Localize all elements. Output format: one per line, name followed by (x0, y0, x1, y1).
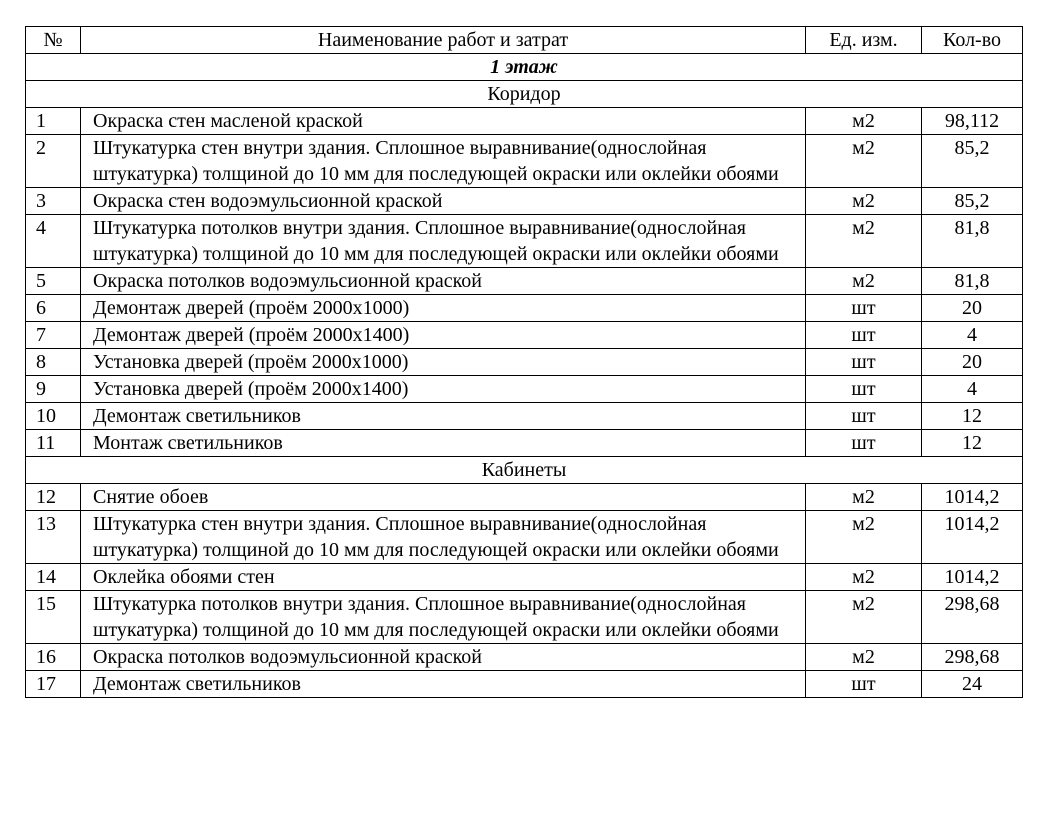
row-unit: шт (806, 349, 922, 376)
table-row (26, 135, 1023, 188)
row-unit: м2 (806, 511, 922, 564)
table-row (26, 108, 1023, 135)
row-quantity: 20 (922, 295, 1023, 322)
row-number: 4 (26, 215, 81, 268)
row-work-name: Штукатурка потолков внутри здания. Сплошное выравнивание(однослойная штукатурка) толщиной до 10 мм для последующей окраски или оклейки обоями (81, 591, 806, 644)
row-quantity: 298,68 (922, 644, 1023, 671)
row-work-name: Штукатурка стен внутри здания. Сплошное выравнивание(однослойная штукатурка) толщиной до 10 мм для последующей окраски или оклейки обоями (81, 511, 806, 564)
row-number: 11 (26, 430, 81, 457)
row-number: 5 (26, 268, 81, 295)
row-work-name: Монтаж светильников (81, 430, 806, 457)
section-row (26, 457, 1023, 484)
table-row (26, 403, 1023, 430)
table-row (26, 484, 1023, 511)
row-unit: шт (806, 376, 922, 403)
table-row (26, 511, 1023, 564)
row-work-name: Установка дверей (проём 2000x1400) (81, 376, 806, 403)
header-unit: Ед. изм. (806, 27, 922, 54)
row-unit: м2 (806, 188, 922, 215)
row-unit: м2 (806, 644, 922, 671)
row-number: 13 (26, 511, 81, 564)
works-table (25, 26, 1023, 698)
row-quantity: 81,8 (922, 215, 1023, 268)
row-unit: м2 (806, 108, 922, 135)
row-work-name: Установка дверей (проём 2000x1000) (81, 349, 806, 376)
row-quantity: 1014,2 (922, 511, 1023, 564)
row-quantity: 1014,2 (922, 484, 1023, 511)
section-title-offices: Кабинеты (26, 457, 1023, 484)
row-quantity: 298,68 (922, 591, 1023, 644)
row-unit: м2 (806, 564, 922, 591)
row-number: 16 (26, 644, 81, 671)
section-row (26, 81, 1023, 108)
row-work-name: Окраска потолков водоэмульсионной краской (81, 268, 806, 295)
header-work-name: Наименование работ и затрат (81, 27, 806, 54)
table-row (26, 268, 1023, 295)
table-row (26, 295, 1023, 322)
row-work-name: Демонтаж светильников (81, 671, 806, 698)
row-unit: м2 (806, 484, 922, 511)
row-work-name: Окраска потолков водоэмульсионной краской (81, 644, 806, 671)
table-row (26, 671, 1023, 698)
row-unit: шт (806, 430, 922, 457)
table-row (26, 564, 1023, 591)
table-row (26, 591, 1023, 644)
header-quantity: Кол-во (922, 27, 1023, 54)
row-work-name: Демонтаж светильников (81, 403, 806, 430)
table-header-row (26, 27, 1023, 54)
row-work-name: Окраска стен водоэмульсионной краской (81, 188, 806, 215)
section-title-corridor: Коридор (26, 81, 1023, 108)
row-work-name: Штукатурка потолков внутри здания. Сплошное выравнивание(однослойная штукатурка) толщиной до 10 мм для последующей окраски или оклейки обоями (81, 215, 806, 268)
row-work-name: Штукатурка стен внутри здания. Сплошное выравнивание(однослойная штукатурка) толщиной до 10 мм для последующей окраски или оклейки обоями (81, 135, 806, 188)
row-quantity: 1014,2 (922, 564, 1023, 591)
row-quantity: 12 (922, 430, 1023, 457)
header-number: № (26, 27, 81, 54)
row-number: 1 (26, 108, 81, 135)
row-unit: шт (806, 295, 922, 322)
row-work-name: Демонтаж дверей (проём 2000x1000) (81, 295, 806, 322)
row-number: 15 (26, 591, 81, 644)
row-number: 14 (26, 564, 81, 591)
row-unit: м2 (806, 215, 922, 268)
table-row (26, 322, 1023, 349)
table-row (26, 188, 1023, 215)
row-quantity: 81,8 (922, 268, 1023, 295)
row-number: 9 (26, 376, 81, 403)
floor-title: 1 этаж (26, 54, 1023, 81)
row-number: 10 (26, 403, 81, 430)
row-work-name: Снятие обоев (81, 484, 806, 511)
row-number: 3 (26, 188, 81, 215)
table-row (26, 349, 1023, 376)
row-unit: м2 (806, 591, 922, 644)
row-quantity: 85,2 (922, 135, 1023, 188)
row-unit: м2 (806, 135, 922, 188)
table-row (26, 430, 1023, 457)
table-row (26, 376, 1023, 403)
table-row (26, 644, 1023, 671)
row-unit: м2 (806, 268, 922, 295)
row-quantity: 20 (922, 349, 1023, 376)
row-number: 7 (26, 322, 81, 349)
row-number: 8 (26, 349, 81, 376)
row-work-name: Демонтаж дверей (проём 2000x1400) (81, 322, 806, 349)
row-number: 6 (26, 295, 81, 322)
row-work-name: Окраска стен масленой краской (81, 108, 806, 135)
row-unit: шт (806, 671, 922, 698)
row-quantity: 24 (922, 671, 1023, 698)
row-quantity: 4 (922, 322, 1023, 349)
row-unit: шт (806, 322, 922, 349)
row-number: 12 (26, 484, 81, 511)
row-quantity: 12 (922, 403, 1023, 430)
row-quantity: 98,112 (922, 108, 1023, 135)
row-quantity: 85,2 (922, 188, 1023, 215)
row-unit: шт (806, 403, 922, 430)
row-number: 17 (26, 671, 81, 698)
row-quantity: 4 (922, 376, 1023, 403)
floor-title-row (26, 54, 1023, 81)
row-work-name: Оклейка обоями стен (81, 564, 806, 591)
row-number: 2 (26, 135, 81, 188)
table-row (26, 215, 1023, 268)
